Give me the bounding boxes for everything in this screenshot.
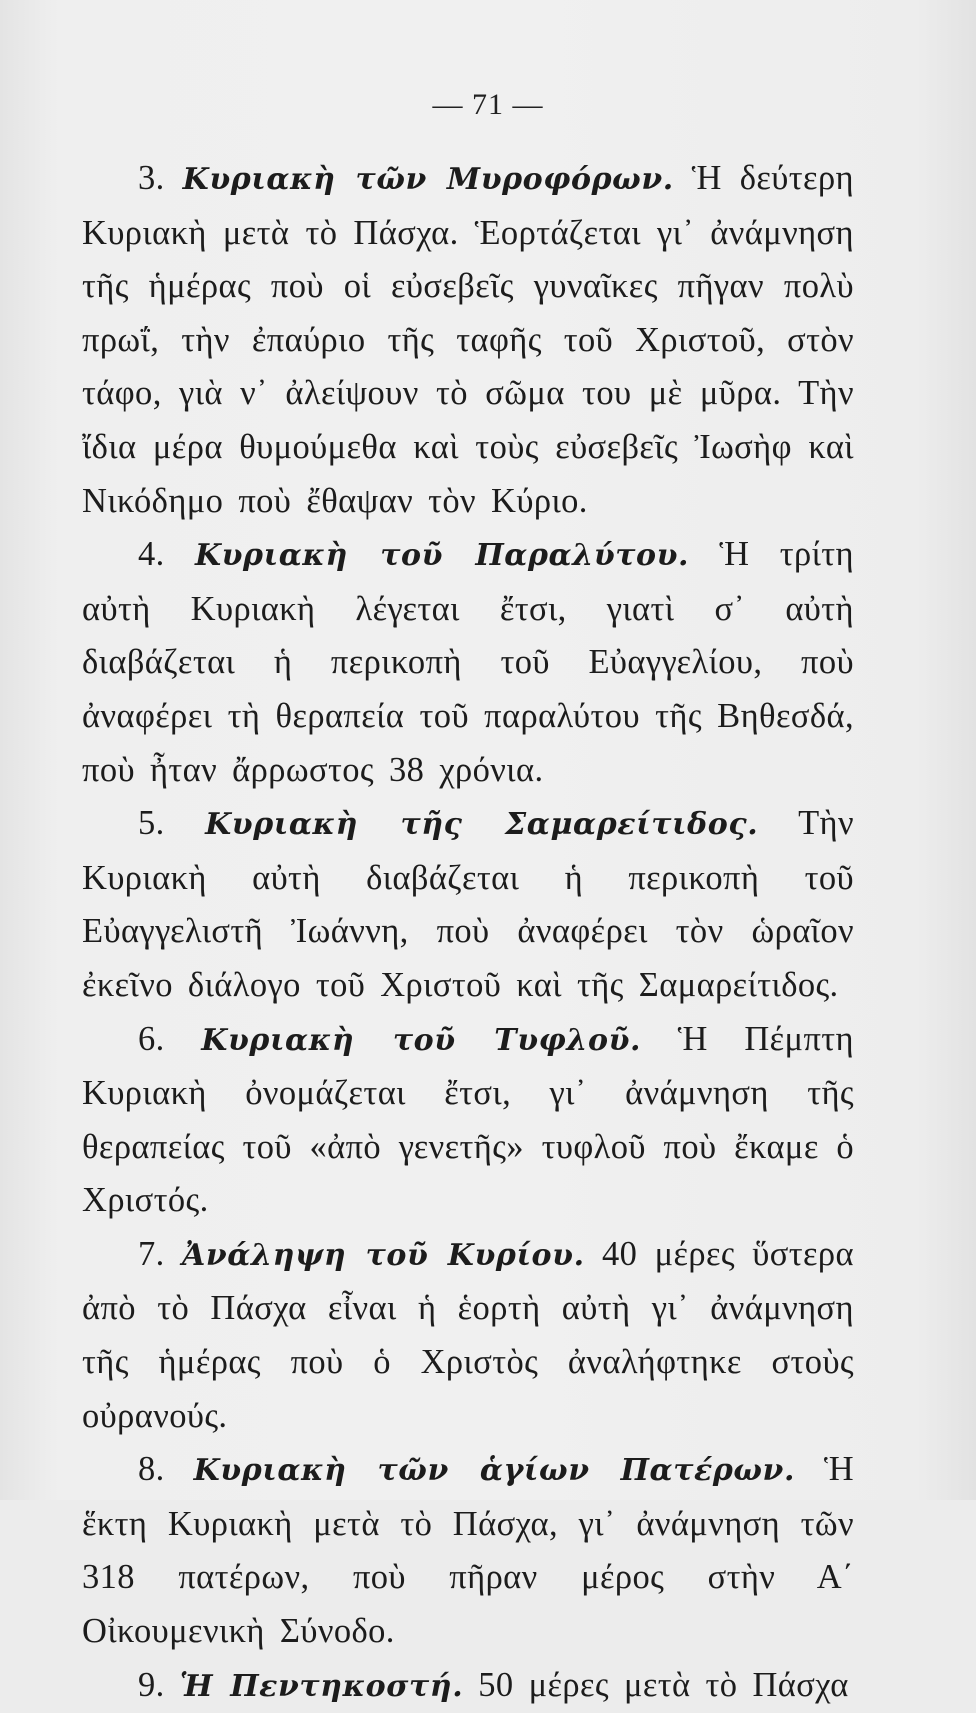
entry-number: 5. — [138, 804, 165, 843]
body-text — [82, 152, 854, 1713]
entry-ascension — [82, 1228, 854, 1443]
entry-title: Κυριακὴ τῶν ἁγίων Πατέρων. — [193, 1453, 795, 1489]
entry-holy-fathers-sunday — [82, 1443, 854, 1658]
entry-title: Ἀνάληψη τοῦ Κυρίου. — [182, 1237, 585, 1273]
entry-text: Ἡ τρίτη αὐτὴ Κυριακὴ λέγεται ἔτσι, γιατὶ σ᾽ αὐτὴ διαβάζεται ἡ περικοπὴ τοῦ Εὐαγγελίου, ποὺ ἀναφέρει τὴ θεραπεία τοῦ παραλύτου τῆς Βηθεσδά, ποὺ ἦταν ἄρρωστος 38 χρόνια. — [82, 535, 854, 789]
entry-number: 6. — [138, 1019, 165, 1058]
page-number: — 71 — — [432, 88, 544, 121]
entry-number: 8. — [138, 1450, 165, 1489]
entry-pentecost — [82, 1659, 854, 1713]
entry-myrrh-bearers-sunday — [82, 152, 854, 528]
entry-samaritan-woman-sunday — [82, 797, 854, 1012]
entry-text: Ἡ ἕκτη Κυριακὴ μετὰ τὸ Πάσχα, γι᾽ ἀνάμνηση τῶν 318 πατέρων, ποὺ πῆραν μέρος στὴν Α΄ Οἰκουμενικὴ Σύνοδο. — [82, 1450, 854, 1651]
entry-number: 9. — [138, 1665, 165, 1704]
entry-text: Τὴν Κυριακὴ αὐτὴ διαβάζεται ἡ περικοπὴ τοῦ Εὐαγγελιστῆ Ἰωάννη, ποὺ ἀναφέρει τὸν ὡραῖον ἐκεῖνο διάλογο τοῦ Χριστοῦ καὶ τῆς Σαμαρείτιδος. — [82, 804, 854, 1004]
entry-title: Κυριακὴ τῶν Μυροφόρων. — [182, 162, 674, 197]
entry-text: Ἡ δεύτερη Κυριακὴ μετὰ τὸ Πάσχα. Ἑορτάζεται γι᾽ ἀνάμνηση τῆς ἡμέρας ποὺ οἱ εὐσεβεῖς γυναῖκες πῆγαν πολὺ πρωΐ, τὴν ἐπαύριο τῆς ταφῆς τοῦ Χριστοῦ, στὸν τάφο, γιὰ ν᾽ ἀλείψουν τὸ σῶμα του μὲ μῦρα. Τὴν ἴδια μέρα θυμούμεθα καὶ τοὺς εὐσεβεῖς Ἰωσὴφ καὶ Νικόδημο ποὺ ἔθαψαν τὸν Κύριο. — [82, 159, 854, 520]
entry-paralytic-sunday — [82, 528, 854, 797]
entry-title: Ἡ Πεντηκοστή. — [179, 1668, 464, 1704]
entry-text: Ἡ Πέμπτη Κυριακὴ ὀνομάζεται ἔτσι, γι᾽ ἀνάμνηση τῆς θεραπείας τοῦ «ἀπὸ γενετῆς» τυφλοῦ ποὺ ἔκαμε ὁ Χριστός. — [82, 1019, 854, 1220]
entry-number: 3. — [138, 159, 165, 197]
entry-number: 4. — [138, 535, 165, 574]
entry-title: Κυριακὴ τῆς Σαμαρείτιδος. — [205, 807, 759, 843]
entry-number: 7. — [138, 1234, 165, 1273]
entry-text: 50 μέρες μετὰ τὸ Πάσχα — [478, 1665, 849, 1704]
entry-title: Κυριακὴ τοῦ Παραλύτου. — [194, 538, 690, 574]
entry-title: Κυριακὴ τοῦ Τυφλοῦ. — [201, 1022, 642, 1058]
entry-text: 40 μέρες ὕστερα ἀπὸ τὸ Πάσχα εἶναι ἡ ἑορτὴ αὐτὴ γι᾽ ἀνάμνηση τῆς ἡμέρας ποὺ ὁ Χριστὸς ἀναλήφτηκε στοὺς οὐρανούς. — [82, 1234, 854, 1435]
entry-blind-man-sunday — [82, 1013, 854, 1228]
